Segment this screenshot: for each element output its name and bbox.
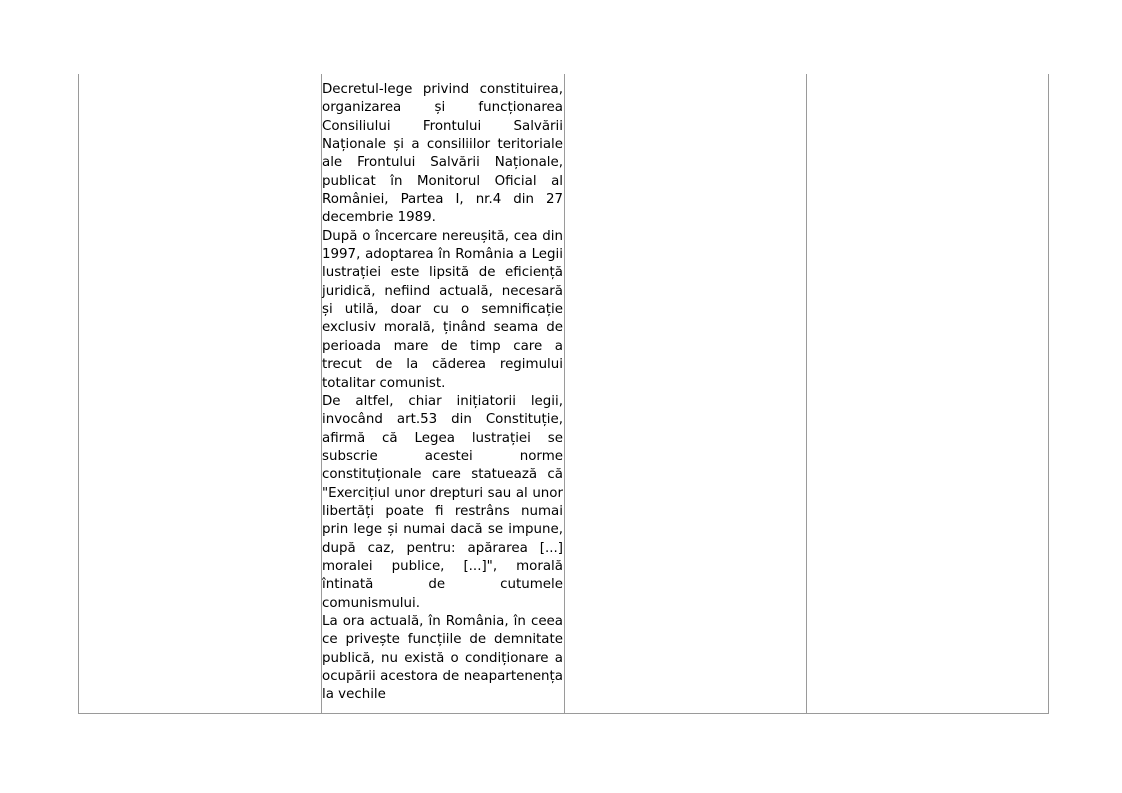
- document-table: [78, 74, 1049, 714]
- table-cell-text: [322, 81, 563, 705]
- paragraph-lustration-law: După o încercare nereușită, cea din 1997, adoptarea în România a Legii lustrației este lipsită de eficiență juridică, nefiind actuală, necesară și utilă, doar cu o semnificație exclusiv morală, ținând seama de perioada mare de timp care a trecut de la căderea regimului totalitar comunist.: [322, 228, 563, 391]
- paragraph-current-situation: La ora actuală, în România, în ceea ce privește funcțiile de demnitate publică, nu există o condiționare a ocupării acestora de neapartenența la vechile: [322, 613, 563, 703]
- column-divider: [564, 74, 565, 713]
- column-divider: [806, 74, 807, 713]
- paragraph-constitution: De altfel, chiar inițiatorii legii, invocând art.53 din Constituție, afirmă că Legea lustrației se subscrie acestei norme constituționale care statuează că "Exercițiul unor drepturi sau al unor libertăți poate fi restrâns numai prin lege și numai dacă se impune, după caz, pentru: apărarea [...] moralei publice, [...]", morală întinată de cutumele comunismului.: [322, 393, 563, 611]
- paragraph-decree: Decretul-lege privind constituirea, organizarea și funcționarea Consiliului Frontului Salvării Naționale și a consiliilor teritoriale ale Frontului Salvării Naționale, publicat în Monitorul Oficial al României, Partea I, nr.4 din 27 decembrie 1989.: [322, 82, 563, 226]
